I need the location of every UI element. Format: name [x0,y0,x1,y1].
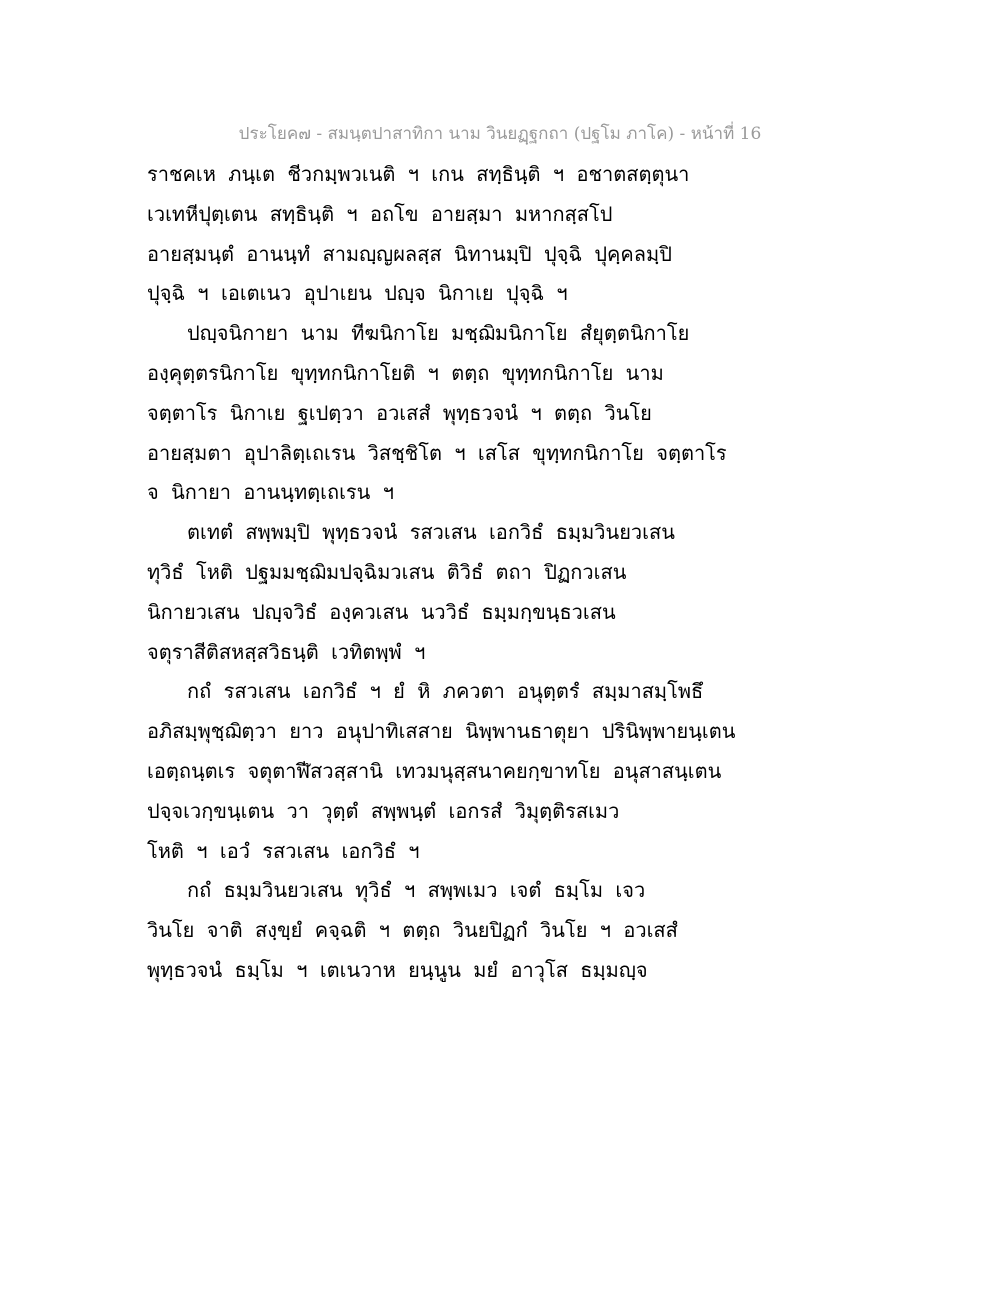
text-line: จ นิกายา อานนฺทตฺเถเรน ฯ [147,480,394,505]
text-line: อายสฺมนฺตํ อานนฺทํ สามญฺญผลสฺส นิทานมฺปิ ปุจฺฉิ ปุคฺคลมฺปิ [147,241,672,266]
text-line: ปญฺจนิกายา นาม ทีฆนิกาโย มชฺฌิมนิกาโย สํยุตฺตนิกาโย [187,321,690,346]
text-line: วินโย จาติ สงฺขฺยํ คจฺฉติ ฯ ตตฺถ วินยปิฏกํ วินโย ฯ อวเสสํ [147,918,678,943]
text-line: องฺคุตฺตรนิกาโย ขุทฺทกนิกาโยติ ฯ ตตฺถ ขุทฺทกนิกาโย นาม [147,360,664,385]
body-text [147,158,867,994]
text-line: ตเทตํ สพฺพมฺปิ พุทฺธวจนํ รสวเสน เอกวิธํ ธมฺมวินยวเสน [187,520,675,545]
text-line: จตฺตาโร นิกาเย ฐเปตฺวา อวเสสํ พุทฺธวจนํ ฯ ตตฺถ วินโย [147,400,652,425]
text-line: เวเทหีปุตฺเตน สทฺธินฺติ ฯ อถโข อายสฺมา มหากสฺสโป [147,201,613,226]
running-header: ประโยค๗ - สมนฺตปาสาทิกา นาม วินยฏฺฐกถา (ปฐโม ภาโค) - หน้าที่ 16 [238,124,762,144]
paragraph-4 [147,675,867,874]
text-line: เอตฺถนฺตเร จตุตาฬีสวสฺสานิ เทวมนุสฺสนาคยกฺขาทโย อนุสาสนฺเตน [147,758,722,783]
text-line: ทุวิธํ โหติ ปฐมมชฺฌิมปจฺฉิมวเสน ติวิธํ ตถา ปิฏกวเสน [147,559,627,584]
text-line: โหติ ฯ เอวํ รสวเสน เอกวิธํ ฯ [147,838,420,863]
text-line: ราชคเห ภนฺเต ชีวกมฺพวเนติ ฯ เกน สทฺธินฺติ ฯ อชาตสตฺตุนา [147,162,690,186]
paragraph-1 [147,158,867,317]
text-line: พุทฺธวจนํ ธมฺโม ฯ เตเนวาห ยนฺนูน มยํ อาวุโส ธมฺมญฺจ [147,957,648,982]
text-line: อายสฺมตา อุปาลิตฺเถเรน วิสชฺชิโต ฯ เสโส ขุทฺทกนิกาโย จตฺตาโร [147,440,727,465]
text-line: ปจฺจเวกฺขนฺเตน วา วุตฺตํ สพฺพนฺตํ เอกรสํ วิมุตฺติรสเมว [147,798,620,823]
text-line: กถํ รสวเสน เอกวิธํ ฯ ยํ หิ ภควตา อนุตฺตรํ สมฺมาสมฺโพธึ [187,679,704,704]
paragraph-5 [147,874,867,993]
paragraph-2 [147,317,867,516]
paragraph-3 [147,516,867,675]
text-line: กถํ ธมฺมวินยวเสน ทุวิธํ ฯ สพฺพเมว เจตํ ธมฺโม เจว [187,878,646,903]
text-line: จตุราสีติสหสฺสวิธนฺติ เวทิตพฺพํ ฯ [147,639,426,664]
text-line: นิกายวเสน ปญฺจวิธํ องฺควเสน นววิธํ ธมฺมกฺขนฺธวเสน [147,599,616,624]
text-line: อภิสมฺพุชฺฌิตฺวา ยาว อนุปาทิเสสาย นิพฺพานธาตุยา ปรินิพฺพายนฺเตน [147,719,736,744]
text-line: ปุจฺฉิ ฯ เอเตเนว อุปาเยน ปญฺจ นิกาเย ปุจฺฉิ ฯ [147,281,568,306]
